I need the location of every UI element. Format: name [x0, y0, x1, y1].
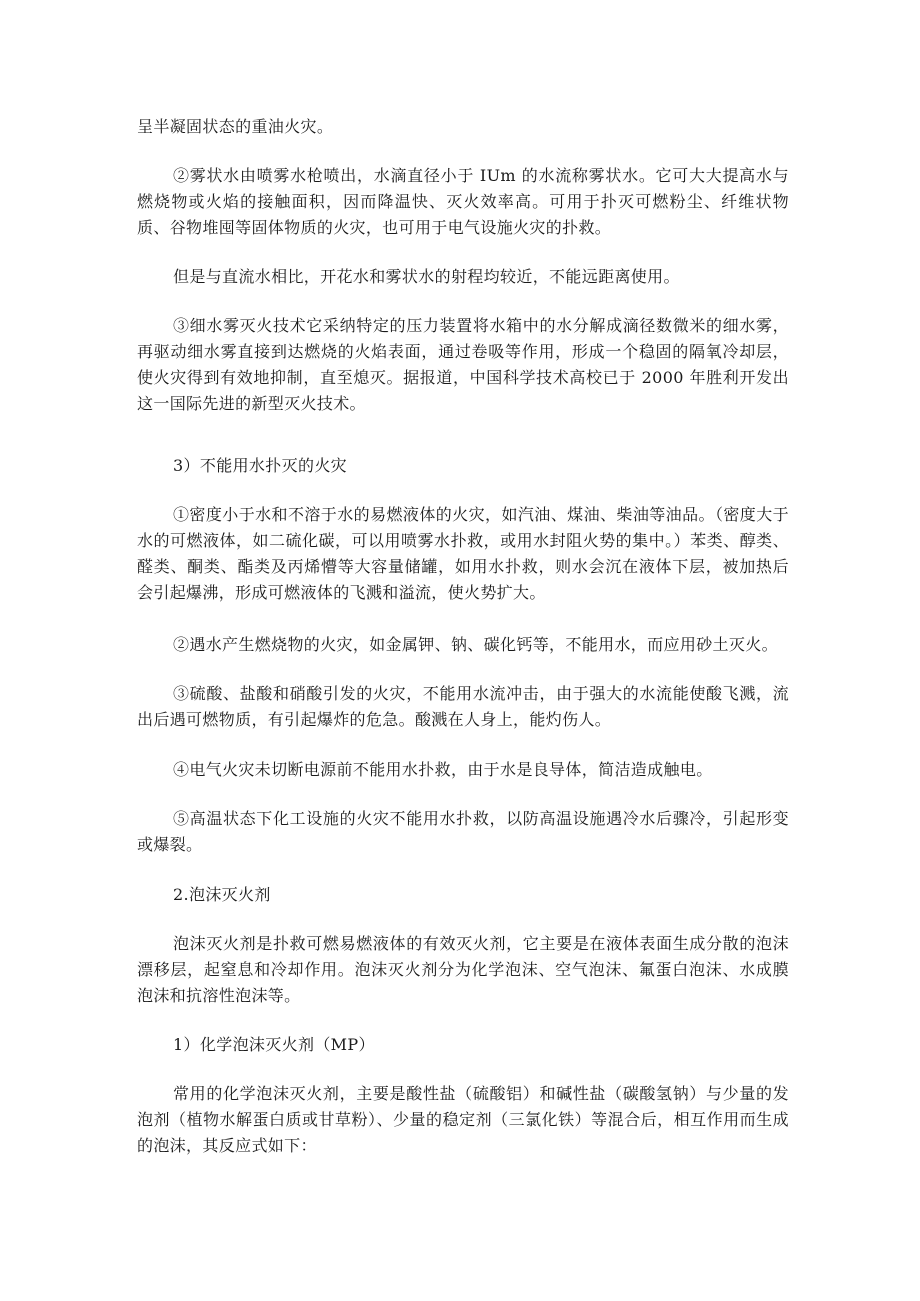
paragraph-mist-water: ②雾状水由喷雾水枪喷出，水滴直径小于 IUm 的水流称雾状水。它可大大提高水与燃烧物或火焰的接触面积，因而降温快、灭火效率高。可用于扑灭可燃粉尘、纤维状物质、谷物堆囤等固体物质的火灾，也可用于电气设施火灾的扑救。: [137, 166, 789, 237]
section-heading-chemical-foam: 1）化学泡沫灭火剂（MP）: [173, 1035, 375, 1054]
section-heading-no-water: 3）不能用水扑灭的火灾: [173, 456, 348, 475]
paragraph-heavy-oil-fire: 呈半凝固状态的重油火灾。: [137, 117, 334, 136]
paragraph-high-temp-equipment: ⑤高温状态下化工设施的火灾不能用水扑救，以防高温设施遇冷水后骤冷，引起形变或爆裂。: [137, 809, 789, 854]
paragraph-foam-intro: 泡沫灭火剂是扑救可燃易燃液体的有效灭火剂，它主要是在液体表面生成分散的泡沫漂移层，起窒息和冷却作用。泡沫灭火剂分为化学泡沫、空气泡沫、氟蛋白泡沫、水成膜泡沫和抗溶性泡沫等。: [137, 934, 789, 1005]
paragraph-electrical-fire: ④电气火灾未切断电源前不能用水扑救，由于水是良导体，简洁造成触电。: [173, 760, 713, 779]
paragraph-chemical-foam: 常用的化学泡沫灭火剂，主要是酸性盐（硫酸铝）和碱性盐（碳酸氢钠）与少量的发泡剂（植物水解蛋白质或甘草粉）、少量的稳定剂（三氯化铁）等混合后，相互作用而生成的泡沫，其反应式如下：: [137, 1084, 789, 1155]
paragraph-fine-water-mist: ③细水雾灭火技术它采纳特定的压力装置将水箱中的水分解成滴径数微米的细水雾，再驱动细水雾直接到达燃烧的火焰表面，通过卷吸等作用，形成一个稳固的隔氧冷却层，使火灾得到有效地抑制，直至熄灭。据报道，中国科学技术高校已于 2000 年胜利开发出这一国际先进的新型灭火技术。: [137, 316, 789, 413]
section-heading-foam: 2.泡沫灭火剂: [173, 885, 271, 904]
paragraph-water-reactive: ②遇水产生燃烧物的火灾，如金属钾、钠、碳化钙等，不能用水，而应用砂土灭火。: [173, 635, 778, 654]
paragraph-low-density-liquids: ①密度小于水和不溶于水的易燃液体的火灾，如汽油、煤油、柴油等油品。（密度大于水的可燃液体，如二硫化碳，可以用喷雾水扑救，或用水封阻火势的集中。）苯类、醇类、醛类、酮类、酯类及丙烯懵等大容量储罐，如用水扑救，则水会沉在液体下层，被加热后会引起爆沸，形成可燃液体的飞溅和溢流，使火势扩大。: [137, 505, 789, 602]
paragraph-range-comparison: 但是与直流水相比，开花水和雾状水的射程均较近，不能远距离使用。: [173, 267, 680, 286]
paragraph-acid-fire: ③硫酸、盐酸和硝酸引发的火灾，不能用水流冲击，由于强大的水流能使酸飞溅，流出后遇可燃物质，有引起爆炸的危急。酸溅在人身上，能灼伤人。: [137, 684, 789, 729]
